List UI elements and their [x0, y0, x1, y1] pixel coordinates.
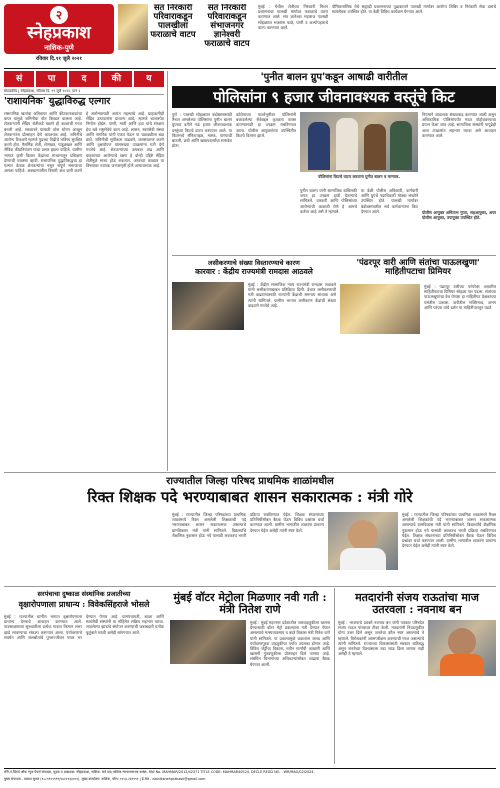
main-story-photo	[300, 112, 418, 172]
main-story-headline: पोलिसांना ९ हजार जीवनावश्यक वस्तूंचे किट	[172, 86, 496, 108]
tree-text: मुंबई : राज्यातील ग्रामीण भागात वृक्षारोपणाला प्राधान्य देण्याचे आवाहन करण्यात आले. पावसाळ्याच्या सुरुवातीला प्रत्येक गावात किमान शंभर झाडे लावण्याचा संकल्प करण्यात आला. पर्यावरणाचे संवर्धन आणि जलस्रोतांचे पुनरुज्जीवन यावर भर देण्यात येणार आहे. ग्रामपंचायती, शाळा आणि स्वयंसेवी संस्थांनी या मोहिमेत सक्रिय सहभाग घ्यावा. लावलेल्या झाडांचे संगोपन करण्याची जबाबदारी प्रत्येक कुटुंबाने घ्यावी असेही सांगण्यात आले.	[4, 614, 164, 640]
main-story-col3: पुनीत बालन यांनी सामाजिक बांधिलकी जपत हा उपक्रम हाती घेतल्याचे सांगितले. वारकरी आणि पोलिसांच्या आरोग्याची काळजी घेणे हे आमचे कर्तव्य आहे असे ते म्हणाले.	[300, 188, 357, 214]
masthead-logo	[4, 4, 114, 54]
editorial-letter: पा	[36, 71, 66, 87]
editorial-title: 'राशायनिक' युद्धाविरुद्ध एल्गार	[4, 96, 111, 107]
main-story-caption: पोलिसांना किटचे वाटप करताना पुनीत बालन व मान्यवर.	[318, 174, 400, 179]
section-divider	[172, 255, 496, 256]
column-divider	[167, 71, 168, 471]
edition-label: नाशिक-पुणे	[44, 44, 74, 52]
right-story-text: नियमाने आवश्यक संख्यावाढ करण्यात आली असून अधिकाधिक पोलिसांपर्यंत मदत पोहोचवण्याचा प्रयत्न केला जात आहे. सामाजिक संस्थांनी यापुढेही अशा उपक्रमांत सहभाग घ्यावा असे आवाहन करण्यात आले.	[422, 112, 496, 138]
column-divider	[334, 588, 335, 764]
vaccine-photo	[172, 282, 244, 330]
voters-headline: मतदारांनी संजय राऊतांचा माज उतरवला : नवनाथ बन	[355, 591, 479, 616]
vaccine-kicker: लसीकरणाचे संख्या विस्तारण्याचे कारण	[208, 259, 300, 267]
film-headline: 'पंढरपूर वारी आणि संतांचा पाऊलखुणा' माहितीपटाचा प्रिमियर	[356, 258, 480, 277]
main-story-col1: पुणे : पालखी सोहळ्यात बंदोबस्तासाठी तैनात असलेल्या पोलिसांना पुनीत बालन ग्रुपच्या वतीने नऊ हजार जीवनावश्यक वस्तूंच्या किटचे वाटप करण्यात आले. या किटमध्ये सॅनिटायझर, मास्क, पाण्याची बाटली, छत्री आणि खाद्यपदार्थांचा समावेश होता.	[172, 112, 232, 149]
tree-headline: वृक्षारोपणाला प्राधान्य : विवेकसिंहराजे भोसले	[18, 599, 150, 609]
editorial-body: रासायनिक खतांचा अतिवापर आणि कीटकनाशकांचा वापर यामुळे जमिनीचा पोत बिघडत चालला आहे. शेतकऱ्यांनी सेंद्रिय शेतीकडे वळणे ही काळाची गरज बनली आहे. सरकारने यासाठी ठोस धोरण आखून शेतकऱ्यांना प्रोत्साहन देणे आवश्यक आहे. जमिनीचे आरोग्य टिकवणे म्हणजे पुढच्या पिढीचे भविष्य सुरक्षित करणे होय. नैसर्गिक शेती, शेणखत, गांडूळखत आणि जैविक कीडनियंत्रण यांचा प्रसार झाला पाहिजे. ग्रामीण भागात कृषी विज्ञान केंद्रांच्या माध्यमातून प्रशिक्षण देण्याची व्यवस्था व्हावी. रासायनिक युद्धाविरुद्धचा हा एल्गार केवळ शेतकऱ्यांचा नसून संपूर्ण समाजाचा असला पाहिजे. अन्नधान्यातील विषारी अंश कमी करणे हे आरोग्यासाठी अत्यंत महत्त्वाचे आहे. ग्राहकांनीही सेंद्रिय उत्पादनांना प्राधान्य द्यावे, म्हणजे बाजारपेठ निर्माण होईल. पाणी, माती आणि हवा यांचे संरक्षण हेच खरे राष्ट्रसेवेचे काम आहे. शासन, स्वयंसेवी संस्था आणि नागरिक यांनी एकत्र येऊन या चळवळीला बळ द्यावे. जमिनीची सुपीकता वाढवणे, जलसंधारण करणे आणि वृक्षारोपण यांसारख्या उपक्रमांना गती देणे गरजेचे आहे. शेतकऱ्यांच्या उत्पन्नात वाढ आणि ग्राहकांच्या आरोग्याचे रक्षण हे दोन्ही उद्दिष्टे सेंद्रिय शेतीमुळे साध्य होऊ शकतात. आजच्या काळात या विषयावर व्यापक जनजागृती होणे अत्यावश्यक आहे.	[4, 111, 164, 174]
education-headline: रिक्त शिक्षक पदे भरण्याबाबत शासन सकारात्मक : मंत्री गोरे	[87, 488, 413, 506]
vaccine-headline: कारवार : केंद्रीय राज्यमंत्री रामदास आठवले	[195, 267, 313, 276]
right-story-sub: पोलीस आयुक्त अमिताभ गुप्ता, सहआयुक्त, अपर पोलीस आयुक्त, उपायुक्त उपस्थित होते.	[422, 210, 496, 221]
editorial-letter: सं	[4, 71, 34, 87]
footer-line1: रजि.नं.प्रिंटर्स ऑफ न्यूज पेपर्स संपादक, मुद्रक व प्रकाशक: स्नेहप्रकाश, नाशिक. सर्व वाद नाशिक न्यायालयाच्या कक्षेत. RNI No. MAHMAR/2012/42371 TITLE CODE: MAHMAR40524, DECLE REGD NO. - WR/MAG/02/2024.	[4, 770, 315, 774]
editorial-banner	[4, 71, 164, 87]
teaser2-title: संत निरंकारी परिवाराकडून संभाजनगर ज्ञानेश्वरी फराळाचे वाटप	[204, 4, 250, 49]
footer-line2: मुख्य संपादक - प्रकाश सुतार (९८८९९९९९९९/९४२२१३३००१), मुख्य कार्यालय: नाशिक, फोन: ०२५३-२३९९९९ | ई-मेल - dainiksnehprakash@gmail.com	[4, 777, 206, 781]
metro-text: मुंबई : मुंबई महानगर प्रदेशातील जलवाहतुकीला चालना देण्यासाठी वॉटर मेट्रो प्रकल्पाला गती देण्यात येणार असल्याचे मत्स्यव्यवसाय व बंदरे विकास मंत्री नितेश राणे यांनी सांगितले. या प्रकल्पामुळे प्रवाशांना जलद आणि पर्यावरणपूरक वाहतुकीचा पर्याय उपलब्ध होणार आहे. विविध जेट्टींचा विकास, नवीन मार्गांची आखणी आणि खासगी गुंतवणुकीला प्रोत्साहन दिले जाणार आहे. संबंधित विभागांच्या अधिकाऱ्यांसोबत आढावा बैठक घेण्यात आली.	[250, 620, 330, 667]
section-divider	[4, 586, 496, 587]
teaser-photo	[118, 4, 148, 50]
page-number-emblem: २	[50, 6, 68, 24]
tree-kicker: सरपंचाचा दुष्काळ संस्थांनिक प्रजातीच्या	[37, 590, 131, 598]
voters-text: मुंबई : भाजपाचे प्रवक्ते नवनाथ बन यांनी पत्रकार परिषदेत संजय राऊत यांच्यावर टीका केली. मतदारांनी निवडणुकीत योग्य उत्तर दिले असून जनतेचा कौल स्पष्ट असल्याचे ते म्हणाले. विरोधकांनी आत्मपरीक्षण करण्याची गरज असल्याचे त्यांनी सांगितले. राज्याच्या विकासासाठी सरकार कटिबद्ध असून जनतेच्या विश्वासाला तडा जाऊ दिला जाणार नाही असेही ते म्हणाले.	[338, 620, 424, 657]
main-story-kicker: 'पुनीत बालन ग्रुप'कडून आषाढी वारीतील	[260, 72, 408, 83]
film-photo	[340, 284, 420, 334]
education-text-left: मुंबई : राज्यातील जिल्हा परिषदांच्या प्राथमिक शाळांमध्ये रिक्त असलेली शिक्षकांची पदे भरण्याबाबत शासन सकारात्मक असल्याचे ग्रामविकास मंत्री यांनी सांगितले. विद्यार्थ्यांचे शैक्षणिक नुकसान होऊ नये यासाठी लवकरच भरती प्रक्रिया राबविण्यात येईल. शिक्षक संघटनांच्या प्रतिनिधींसोबत बैठक घेऊन विविध प्रश्नांवर चर्चा करण्यात आली. ग्रामीण भागातील शाळांना प्राधान्य देण्यात येईल असेही त्यांनी स्पष्ट केले.	[172, 512, 324, 538]
education-text-right: मुंबई : राज्यातील जिल्हा परिषदांच्या प्राथमिक शाळांमध्ये रिक्त असलेली शिक्षकांची पदे भरण्याबाबत शासन सकारात्मक असल्याचे ग्रामविकास मंत्री यांनी सांगितले. विद्यार्थ्यांचे शैक्षणिक नुकसान होऊ नये यासाठी लवकरच भरती प्रक्रिया राबविण्यात येईल. शिक्षक संघटनांच्या प्रतिनिधींसोबत बैठक घेऊन विविध प्रश्नांवर चर्चा करण्यात आली. ग्रामीण भागातील शाळांना प्राधान्य देण्यात येईल असेही त्यांनी स्पष्ट केले.	[402, 512, 496, 549]
editorial-info: संपादकीय | स्नेहप्रकाश, रविवार दि. ११ जुलै २०२१, पान २	[4, 89, 164, 95]
dateline: रविवार दि.११ जुलै २०२१	[35, 56, 82, 62]
education-photo	[328, 512, 398, 570]
education-kicker: राज्यातील जिल्हा परिषद प्राथमिक शाळांमधील	[166, 476, 334, 487]
voters-photo	[428, 620, 496, 676]
film-text: मुंबई : पंढरपूर वारीच्या परंपरेवर आधारित माहितीपटाचा प्रिमियर सोहळा पार पडला. संतांच्या पाऊलखुणांचा वेध घेणारा हा माहितीपट प्रेक्षकांच्या पसंतीस उतरला. वारीतील भक्तिभाव, अभंग आणि परंपरा यांचे दर्शन या माहितीपटातून घडते.	[424, 284, 496, 310]
editorial-letter: द	[69, 71, 99, 87]
metro-photo	[170, 620, 246, 664]
footer-divider	[4, 768, 496, 769]
metro-headline: मुंबई वॉटर मेट्रोला मिळणार नवी गती : मंत्री नितेश राणे	[173, 591, 327, 616]
editorial-letter: य	[134, 71, 164, 87]
teaser-text: मुंबई : येथील शेतीच्या निरंकारी मिशन प्रशासनाचा पालखी मार्गावर फराळाचे वाटप करण्यात आले. संत ज्ञानेश्वर महाराज पालखी सोहळ्यात भक्तांना फळे, पाणी व अल्पोपहाराचे वाटप करण्यात आले.	[258, 4, 328, 30]
main-story-col5: या वेळी पोलीस अधिकारी, कर्मचारी आणि ग्रुपचे पदाधिकारी मोठ्या संख्येने उपस्थित होते. पालखी मार्गावर बंदोबस्तावरील सर्व कर्मचाऱ्यांना किट देण्यात आले.	[361, 188, 418, 214]
paper-name: स्नेहप्रकाश	[27, 23, 91, 43]
main-story-col2: कोरोनाच्या पार्श्वभूमीवर पोलिसांनी बजावलेल्या सेवेबद्दल कृतज्ञता व्यक्त करण्यासाठी हा उपक्रम राबविण्यात आला. पोलीस आयुक्तांच्या उपस्थितीत किटचे वितरण झाले.	[236, 112, 296, 138]
masthead-divider	[4, 68, 496, 69]
vaccine-text: मुंबई : केंद्रीय सामाजिक न्याय राज्यमंत्री रामदास आठवले यांनी लसीकरणाबाबत प्रतिक्रिया दिली. देशात लसीकरणाची गती वाढवण्यासाठी राज्यांनी केंद्राशी समन्वय साधावा असे त्यांनी सांगितले. ग्रामीण भागात लसीकरण केंद्रांची संख्या वाढवणे गरजेचे आहे.	[248, 282, 336, 308]
editorial-letter: की	[101, 71, 131, 87]
top-right-text: पौषिकनासिक येथे सह्याद्री प्रशासनाच्या पुढाकाराने पालखी मार्गावर आरोग्य शिबिर व निरंकारी सेवा दलाचे स्वयंसेवक उपस्थित होते. या वेळी विविध कार्यक्रम घेण्यात आले.	[332, 4, 496, 15]
teaser1-title: संत निरंकारी परिवाराकडून पालखीला फराळाचे वाटप	[150, 4, 196, 40]
section-divider	[4, 472, 496, 473]
